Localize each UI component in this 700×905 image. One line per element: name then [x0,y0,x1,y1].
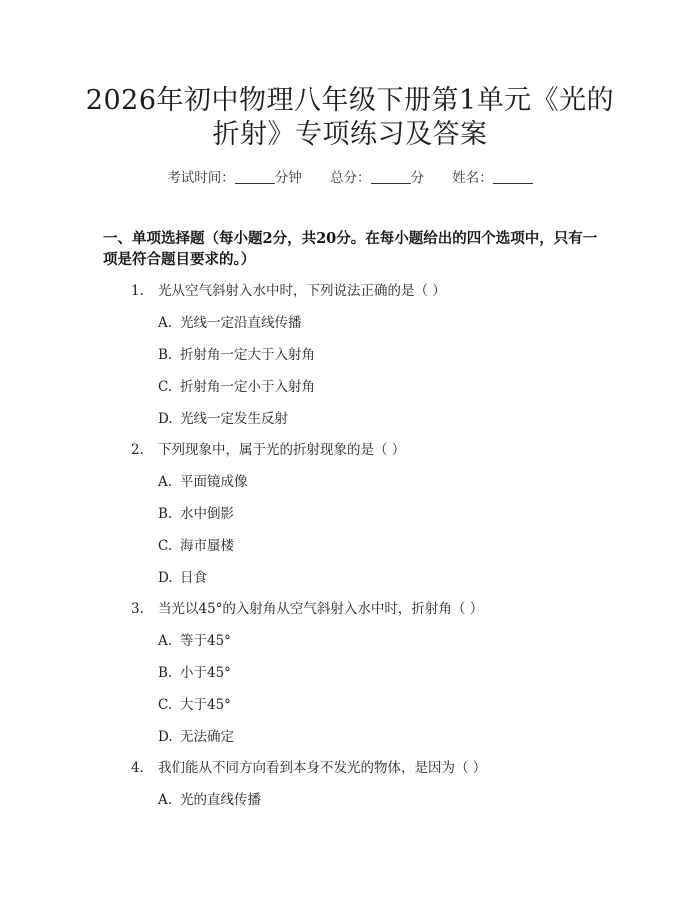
option-text: 海市蜃楼 [180,538,234,554]
option-4-a[interactable] [158,790,261,810]
student-name [452,170,533,186]
section-heading: 一、单项选择题（每小题2分，共20分。在每小题给出的四个选项中，只有一项是符合题目要求的。） [103,230,598,268]
student-name-label: 姓名： [452,170,493,186]
exam-time-blank[interactable] [235,169,275,184]
exam-time-unit: 分钟 [274,170,302,186]
option-letter: D. [158,411,173,427]
question-2 [131,440,405,460]
option-1-b[interactable] [158,345,315,365]
option-text: 无法确定 [180,729,234,745]
option-letter: B. [158,506,173,522]
option-text: 大于45° [180,697,231,713]
option-letter: C. [158,538,173,554]
question-text: 我们能从不同方向看到本身不发光的物体，是因为（ ） [158,760,487,776]
option-letter: D. [158,570,173,586]
option-3-a[interactable] [158,631,231,651]
option-2-c[interactable] [158,536,234,556]
option-text: 折射角一定小于入射角 [180,379,315,395]
option-text: 光的直线传播 [180,792,261,808]
option-letter: A. [158,315,173,331]
question-number: 3. [131,601,144,617]
option-letter: D. [158,729,173,745]
total-score [330,170,428,186]
page-title-line-2: 折射》专项练习及答案 [212,119,488,150]
option-1-a[interactable] [158,313,302,333]
exam-time [167,170,306,186]
option-1-d[interactable] [158,409,288,429]
option-letter: C. [158,697,173,713]
option-letter: A. [158,633,173,649]
exam-time-label: 考试时间： [167,170,235,186]
question-3 [131,599,483,619]
option-3-b[interactable] [158,663,231,683]
option-text: 小于45° [180,665,231,681]
option-2-d[interactable] [158,568,207,588]
exam-meta [0,166,700,186]
option-2-a[interactable] [158,472,248,492]
option-letter: A. [158,792,173,808]
question-number: 1. [131,283,144,299]
option-3-d[interactable] [158,727,234,747]
option-text: 光线一定沿直线传播 [180,315,302,331]
option-2-b[interactable] [158,504,234,524]
option-1-c[interactable] [158,377,315,397]
option-letter: C. [158,379,173,395]
option-text: 等于45° [180,633,231,649]
question-text: 光从空气斜射入水中时，下列说法正确的是（ ） [158,283,446,299]
option-text: 光线一定发生反射 [180,411,288,427]
question-1 [131,281,446,301]
question-number: 4. [131,760,144,776]
option-letter: B. [158,347,173,363]
total-score-blank[interactable] [371,169,411,184]
question-number: 2. [131,442,144,458]
option-text: 折射角一定大于入射角 [180,347,315,363]
page-title-line-1: 2026年初中物理八年级下册第1单元《光的 [85,85,615,116]
total-score-label: 总分： [330,170,371,186]
question-text: 下列现象中，属于光的折射现象的是（ ） [158,442,406,458]
student-name-blank[interactable] [493,169,533,184]
option-letter: A. [158,474,173,490]
question-text: 当光以45°的入射角从空气斜射入水中时，折射角（ ） [158,601,484,617]
option-letter: B. [158,665,173,681]
option-text: 水中倒影 [180,506,234,522]
option-text: 日食 [180,570,207,586]
total-score-unit: 分 [410,170,424,186]
option-3-c[interactable] [158,695,231,715]
question-4 [131,758,486,778]
option-text: 平面镜成像 [180,474,248,490]
